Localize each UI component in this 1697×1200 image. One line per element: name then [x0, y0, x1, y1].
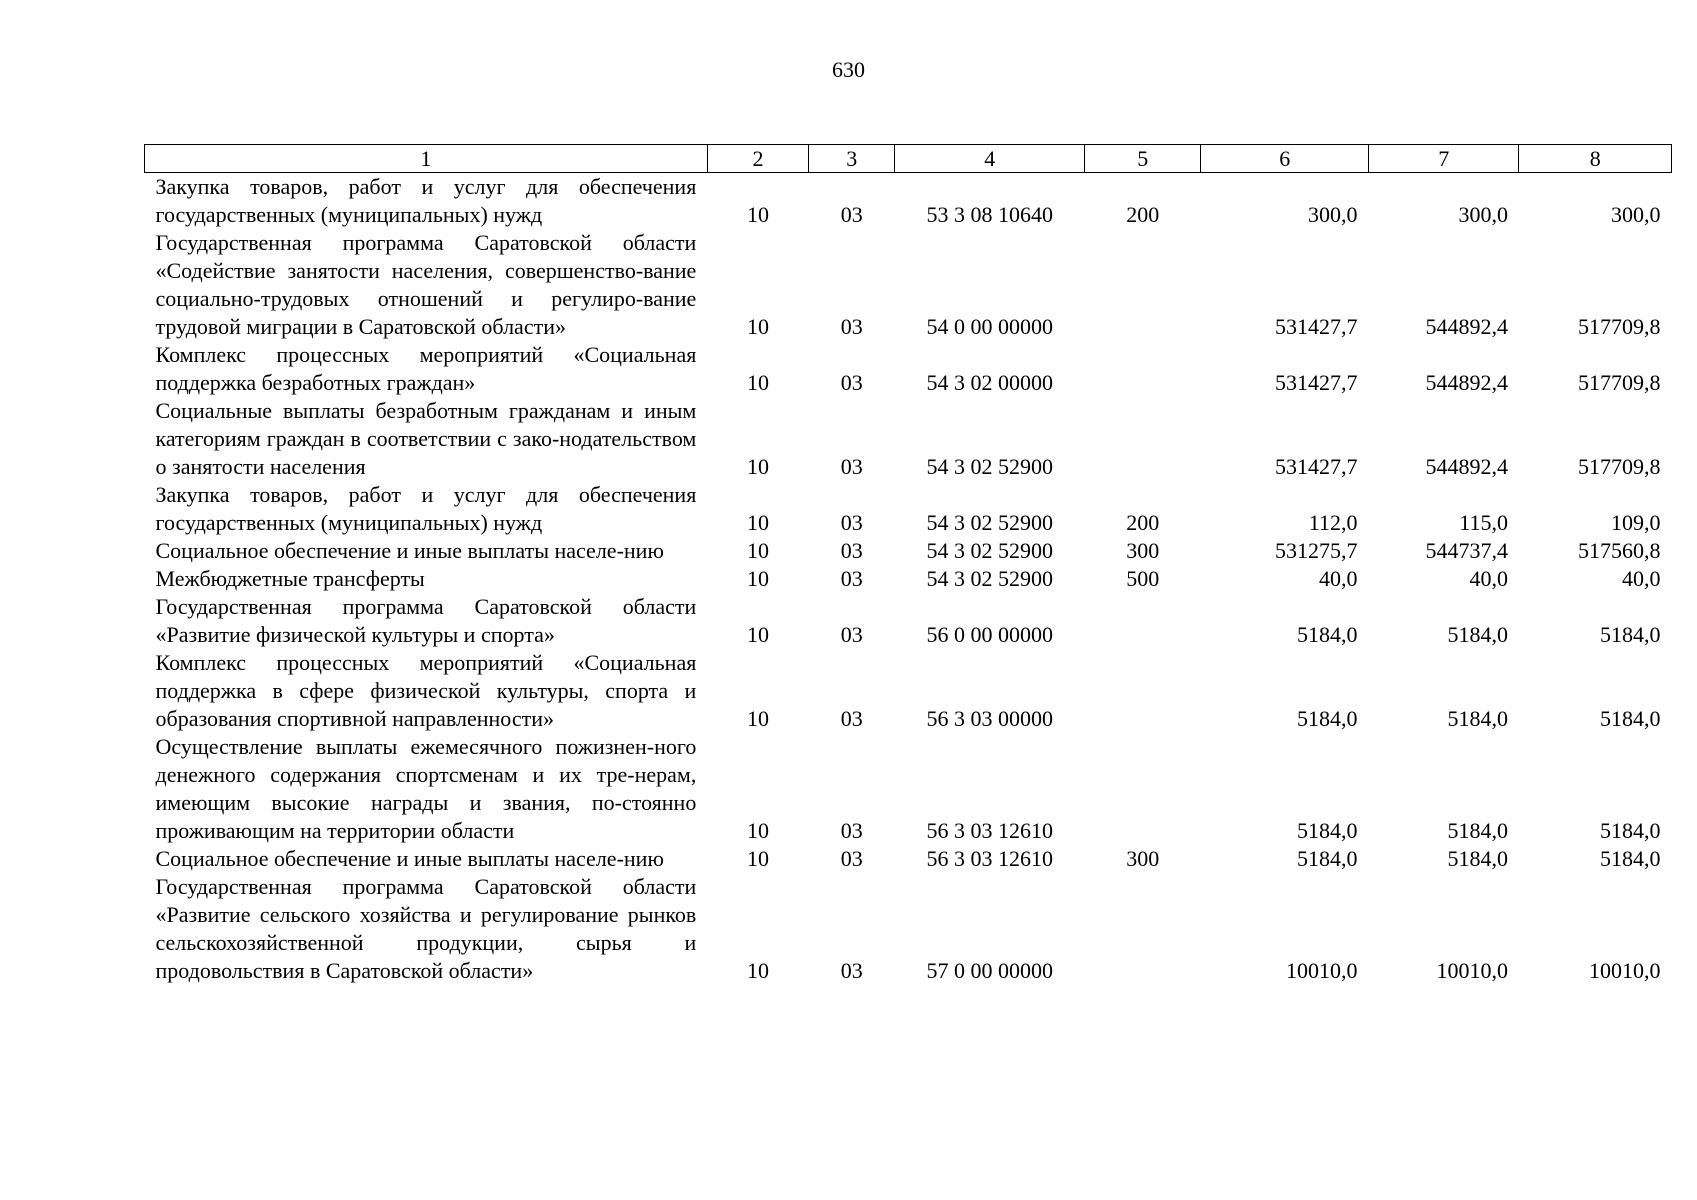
row-subsection: 03: [840, 818, 863, 843]
row-amount-col-6: 5184,0: [1296, 706, 1358, 731]
row-amount-col-7: 300,0: [1458, 202, 1508, 227]
table-row: [145, 397, 1672, 481]
row-target-code: 54 3 02 52900: [926, 510, 1053, 535]
table-row: [145, 845, 1672, 873]
row-name: Государственная программа Саратовской области «Развитие физической культуры и спорта»: [155, 594, 697, 647]
row-amount-col-8: 517560,8: [1578, 538, 1661, 563]
row-amount-col-8: 5184,0: [1600, 846, 1661, 871]
row-section: 10: [746, 538, 769, 563]
row-target-code: 53 3 08 10640: [926, 202, 1053, 227]
table-row: [145, 593, 1672, 649]
row-expense-type: [1085, 397, 1201, 481]
row-name: Государственная программа Саратовской области «Содействие занятости населения, совершенство-вание социально-трудовых отношений и регулиро-вание трудовой миграции в Саратовской области»: [155, 230, 697, 339]
row-name: Комплекс процессных мероприятий «Социальная поддержка в сфере физической культуры, спорта и образования спортивной направленности»: [155, 650, 697, 731]
row-subsection: 03: [840, 538, 863, 563]
row-expense-type: [1085, 873, 1201, 985]
row-amount-col-6: 112,0: [1308, 510, 1358, 535]
row-section: 10: [746, 818, 769, 843]
table-row: [145, 481, 1672, 537]
header-col-1: 1: [145, 145, 708, 173]
row-section: 10: [746, 370, 769, 395]
row-amount-col-6: 300,0: [1307, 202, 1358, 227]
row-expense-type: 200: [1126, 202, 1160, 227]
row-amount-col-7: 544892,4: [1425, 370, 1508, 395]
row-target-code: 56 3 03 12610: [926, 846, 1053, 871]
row-amount-col-8: 517709,8: [1578, 370, 1661, 395]
row-section: 10: [746, 510, 769, 535]
row-amount-col-8: 517709,8: [1578, 454, 1661, 479]
row-subsection: 03: [840, 202, 863, 227]
row-amount-col-6: 5184,0: [1296, 846, 1358, 871]
row-section: 10: [746, 706, 769, 731]
row-section: 10: [746, 454, 769, 479]
row-amount-col-6: 5184,0: [1296, 622, 1358, 647]
row-target-code: 54 3 02 52900: [926, 454, 1053, 479]
row-expense-type: 500: [1126, 566, 1160, 591]
row-amount-col-6: 531275,7: [1274, 538, 1358, 563]
row-target-code: 56 0 00 00000: [926, 622, 1053, 647]
row-amount-col-6: 531427,7: [1274, 454, 1358, 479]
row-name: Государственная программа Саратовской области «Развитие сельского хозяйства и регулирование рынков сельскохозяйственной продукции, сырья и продовольствия в Саратовской области»: [155, 874, 697, 983]
row-amount-col-7: 5184,0: [1447, 706, 1508, 731]
header-col-6: 6: [1201, 145, 1369, 173]
row-subsection: 03: [840, 370, 863, 395]
row-amount-col-7: 40,0: [1469, 566, 1508, 591]
table-row: [145, 649, 1672, 733]
header-col-8: 8: [1519, 145, 1672, 173]
row-amount-col-6: 531427,7: [1274, 314, 1358, 339]
row-section: 10: [746, 958, 769, 983]
row-subsection: 03: [840, 510, 863, 535]
table-row: [145, 341, 1672, 397]
row-expense-type: 200: [1126, 510, 1160, 535]
header-col-7: 7: [1368, 145, 1518, 173]
header-col-2: 2: [707, 145, 808, 173]
row-amount-col-8: 517709,8: [1578, 314, 1661, 339]
table-row: [145, 229, 1672, 341]
row-expense-type: 300: [1126, 538, 1160, 563]
row-expense-type: [1085, 649, 1201, 733]
row-name: Осуществление выплаты ежемесячного пожизнен-ного денежного содержания спортсменам и их тре-нерам, имеющим высокие награды и звания, по-стоянно проживающим на территории области: [155, 734, 697, 843]
row-section: 10: [746, 202, 769, 227]
row-target-code: 54 3 02 52900: [926, 538, 1053, 563]
table-row: [145, 537, 1672, 565]
row-amount-col-8: 10010,0: [1589, 958, 1661, 983]
row-subsection: 03: [840, 706, 863, 731]
row-amount-col-7: 544737,4: [1425, 538, 1508, 563]
row-section: 10: [746, 846, 769, 871]
row-name: Социальное обеспечение и иные выплаты населе-нию: [155, 846, 664, 871]
row-subsection: 03: [840, 958, 863, 983]
row-name: Межбюджетные трансферты: [155, 566, 425, 591]
budget-table: [144, 144, 1672, 985]
table-row: [145, 565, 1672, 593]
row-target-code: 54 0 00 00000: [926, 314, 1053, 339]
row-amount-col-7: 10010,0: [1436, 958, 1508, 983]
row-amount-col-7: 115,0: [1459, 510, 1508, 535]
table-row: [145, 873, 1672, 985]
row-target-code: 56 3 03 12610: [926, 818, 1053, 843]
row-amount-col-6: 5184,0: [1296, 818, 1358, 843]
row-name: Социальные выплаты безработным гражданам и иным категориям граждан в соответствии с зако-нодательством о занятости населения: [155, 398, 697, 479]
row-amount-col-7: 544892,4: [1425, 314, 1508, 339]
header-row: [145, 145, 1672, 173]
row-section: 10: [746, 566, 769, 591]
row-amount-col-8: 109,0: [1611, 510, 1661, 535]
header-col-3: 3: [809, 145, 895, 173]
row-subsection: 03: [840, 566, 863, 591]
row-subsection: 03: [840, 622, 863, 647]
row-amount-col-8: 5184,0: [1600, 818, 1661, 843]
row-target-code: 57 0 00 00000: [926, 958, 1053, 983]
row-amount-col-7: 544892,4: [1425, 454, 1508, 479]
row-expense-type: [1085, 341, 1201, 397]
row-subsection: 03: [840, 454, 863, 479]
row-amount-col-7: 5184,0: [1447, 818, 1508, 843]
row-target-code: 54 3 02 00000: [926, 370, 1053, 395]
row-target-code: 54 3 02 52900: [926, 566, 1053, 591]
row-subsection: 03: [840, 846, 863, 871]
row-amount-col-8: 5184,0: [1600, 622, 1661, 647]
page-number: 630: [832, 57, 865, 82]
row-expense-type: [1085, 593, 1201, 649]
row-section: 10: [746, 622, 769, 647]
row-amount-col-6: 10010,0: [1285, 958, 1358, 983]
header-col-5: 5: [1085, 145, 1201, 173]
row-name: Социальное обеспечение и иные выплаты населе-нию: [155, 538, 664, 563]
row-name: Закупка товаров, работ и услуг для обеспечения государственных (муниципальных) нужд: [155, 174, 697, 227]
table-row: [145, 733, 1672, 845]
table-header: [145, 145, 1672, 173]
row-amount-col-8: 300,0: [1611, 202, 1661, 227]
row-amount-col-7: 5184,0: [1447, 622, 1508, 647]
row-amount-col-6: 40,0: [1318, 566, 1358, 591]
row-expense-type: [1085, 229, 1201, 341]
row-amount-col-6: 531427,7: [1274, 370, 1358, 395]
row-amount-col-7: 5184,0: [1447, 846, 1508, 871]
header-col-4: 4: [895, 145, 1085, 173]
row-expense-type: [1085, 733, 1201, 845]
row-section: 10: [746, 314, 769, 339]
row-amount-col-8: 40,0: [1622, 566, 1661, 591]
row-target-code: 56 3 03 00000: [926, 706, 1053, 731]
table-row: [145, 173, 1672, 230]
row-name: Закупка товаров, работ и услуг для обеспечения государственных (муниципальных) нужд: [155, 482, 697, 535]
table-body: [145, 173, 1672, 986]
row-expense-type: 300: [1126, 846, 1160, 871]
row-name: Комплекс процессных мероприятий «Социальная поддержка безработных граждан»: [155, 342, 697, 395]
row-amount-col-8: 5184,0: [1600, 706, 1661, 731]
row-subsection: 03: [840, 314, 863, 339]
